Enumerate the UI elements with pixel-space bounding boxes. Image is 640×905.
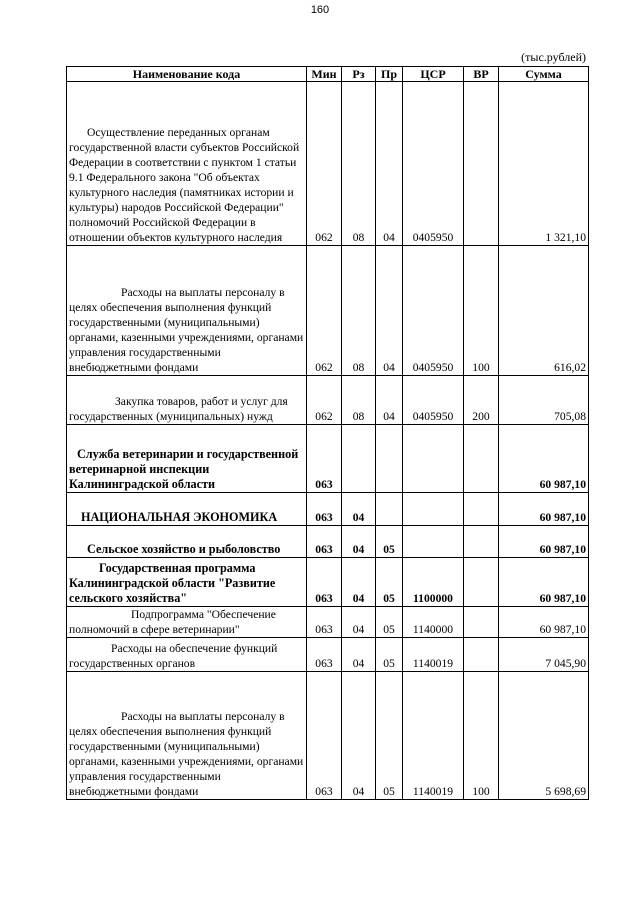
cell-vr xyxy=(464,607,499,638)
row-name-rest: государственной ветеринарной инспекции Калининградской области xyxy=(69,447,299,491)
row-name xyxy=(67,526,307,558)
row-name xyxy=(67,638,307,672)
cell-sum: 60 987,10 xyxy=(499,526,589,558)
row-name-lead: НАЦИОНАЛЬНАЯ ЭКОНОМИКА xyxy=(81,510,278,524)
row-name-lead: Сельское хозяйство и рыболовство xyxy=(87,542,281,556)
cell-min: 063 xyxy=(307,558,342,607)
cell-csr: 0405950 xyxy=(403,82,464,246)
column-header-sum: Сумма xyxy=(499,67,589,82)
cell-rz: 08 xyxy=(342,376,376,425)
column-header-rz: Рз xyxy=(342,67,376,82)
table-row xyxy=(67,493,589,526)
cell-min: 063 xyxy=(307,425,342,493)
row-name-rest: полномочий в сфере ветеринарии" xyxy=(69,623,240,636)
cell-rz xyxy=(342,425,376,493)
row-name-rest: для государственных (муниципальных) нужд xyxy=(69,395,288,423)
cell-sum: 1 321,10 xyxy=(499,82,589,246)
cell-rz: 04 xyxy=(342,493,376,526)
cell-vr xyxy=(464,82,499,246)
cell-sum: 616,02 xyxy=(499,246,589,376)
column-header-min: Мин xyxy=(307,67,342,82)
table-row xyxy=(67,82,589,246)
row-name-lead: Служба ветеринарии и xyxy=(77,447,204,461)
cell-csr: 0405950 xyxy=(403,376,464,425)
cell-vr xyxy=(464,425,499,493)
table-row xyxy=(67,607,589,638)
cell-csr xyxy=(403,526,464,558)
cell-vr: 100 xyxy=(464,246,499,376)
row-name xyxy=(67,607,307,638)
cell-csr: 1140000 xyxy=(403,607,464,638)
page-number: 160 xyxy=(310,4,330,16)
cell-pr: 04 xyxy=(376,246,403,376)
row-name xyxy=(67,493,307,526)
row-name-lead: Расходы на обеспечение функций xyxy=(111,642,278,655)
cell-sum: 705,08 xyxy=(499,376,589,425)
table-row xyxy=(67,425,589,493)
cell-pr: 04 xyxy=(376,82,403,246)
cell-pr: 05 xyxy=(376,558,403,607)
row-name xyxy=(67,82,307,246)
cell-min: 063 xyxy=(307,638,342,672)
cell-pr xyxy=(376,493,403,526)
column-header-name: Наименование кода xyxy=(67,67,307,82)
row-name xyxy=(67,376,307,425)
cell-rz: 08 xyxy=(342,246,376,376)
table-row xyxy=(67,526,589,558)
cell-rz: 08 xyxy=(342,82,376,246)
cell-rz: 04 xyxy=(342,638,376,672)
cell-rz: 04 xyxy=(342,558,376,607)
cell-min: 062 xyxy=(307,82,342,246)
cell-pr: 05 xyxy=(376,638,403,672)
row-name-lead: Закупка товаров, работ и услуг xyxy=(115,395,268,408)
table-row xyxy=(67,558,589,607)
row-name-lead: Расходы на выплаты персоналу xyxy=(121,710,277,723)
cell-pr: 05 xyxy=(376,672,403,800)
cell-vr: 100 xyxy=(464,672,499,800)
row-name-rest: в целях обеспечения выполнения функций государственными (муниципальными) органами, казенными учреждениями, органами управления государственными внебюджетными фондами xyxy=(69,710,304,798)
cell-vr xyxy=(464,493,499,526)
cell-vr xyxy=(464,558,499,607)
cell-sum: 60 987,10 xyxy=(499,493,589,526)
row-name-lead: Государственная программа xyxy=(99,561,256,575)
cell-sum: 7 045,90 xyxy=(499,638,589,672)
row-name xyxy=(67,672,307,800)
cell-min: 062 xyxy=(307,376,342,425)
cell-sum: 60 987,10 xyxy=(499,607,589,638)
row-name-lead: Подпрограмма "Обеспечение xyxy=(131,608,276,621)
column-header-vr: ВР xyxy=(464,67,499,82)
cell-min: 063 xyxy=(307,526,342,558)
row-name-rest: органам государственной власти субъектов Российской Федерации в соответствии с пунктом 1 статьи 9.1 Федерального закона "Об объектах культурного наследия (памятниках истории и культуры) народов Российской Федерации" полномочий Российской Федерации в отношении объектов культурного наследия xyxy=(69,126,300,244)
budget-table xyxy=(66,66,589,800)
column-header-csr: ЦСР xyxy=(403,67,464,82)
cell-vr: 200 xyxy=(464,376,499,425)
cell-vr xyxy=(464,638,499,672)
table-header-row xyxy=(67,67,589,82)
cell-sum: 60 987,10 xyxy=(499,558,589,607)
table-row xyxy=(67,376,589,425)
units-label: (тыс.рублей) xyxy=(521,50,586,64)
cell-pr: 05 xyxy=(376,607,403,638)
row-name xyxy=(67,246,307,376)
row-name-rest: в целях обеспечения выполнения функций государственными (муниципальными) органами, казенными учреждениями, органами управления государственными внебюджетными фондами xyxy=(69,286,304,374)
cell-csr: 1100000 xyxy=(403,558,464,607)
cell-min: 063 xyxy=(307,493,342,526)
table-row xyxy=(67,638,589,672)
cell-pr xyxy=(376,425,403,493)
column-header-pr: Пр xyxy=(376,67,403,82)
cell-csr: 1140019 xyxy=(403,638,464,672)
row-name-rest: Калининградской области "Развитие сельского хозяйства" xyxy=(69,576,276,605)
row-name-rest: государственных органов xyxy=(69,657,196,670)
cell-sum: 5 698,69 xyxy=(499,672,589,800)
row-name xyxy=(67,558,307,607)
cell-csr: 0405950 xyxy=(403,246,464,376)
cell-pr: 04 xyxy=(376,376,403,425)
cell-pr: 05 xyxy=(376,526,403,558)
row-name xyxy=(67,425,307,493)
cell-min: 063 xyxy=(307,672,342,800)
cell-rz: 04 xyxy=(342,607,376,638)
table-row xyxy=(67,672,589,800)
row-name-lead: Расходы на выплаты персоналу xyxy=(121,286,277,299)
cell-vr xyxy=(464,526,499,558)
row-name-lead: Осуществление переданных xyxy=(87,126,227,139)
cell-min: 063 xyxy=(307,607,342,638)
cell-csr xyxy=(403,493,464,526)
cell-min: 062 xyxy=(307,246,342,376)
cell-rz: 04 xyxy=(342,526,376,558)
cell-csr: 1140019 xyxy=(403,672,464,800)
cell-csr xyxy=(403,425,464,493)
cell-rz: 04 xyxy=(342,672,376,800)
table-row xyxy=(67,246,589,376)
cell-sum: 60 987,10 xyxy=(499,425,589,493)
